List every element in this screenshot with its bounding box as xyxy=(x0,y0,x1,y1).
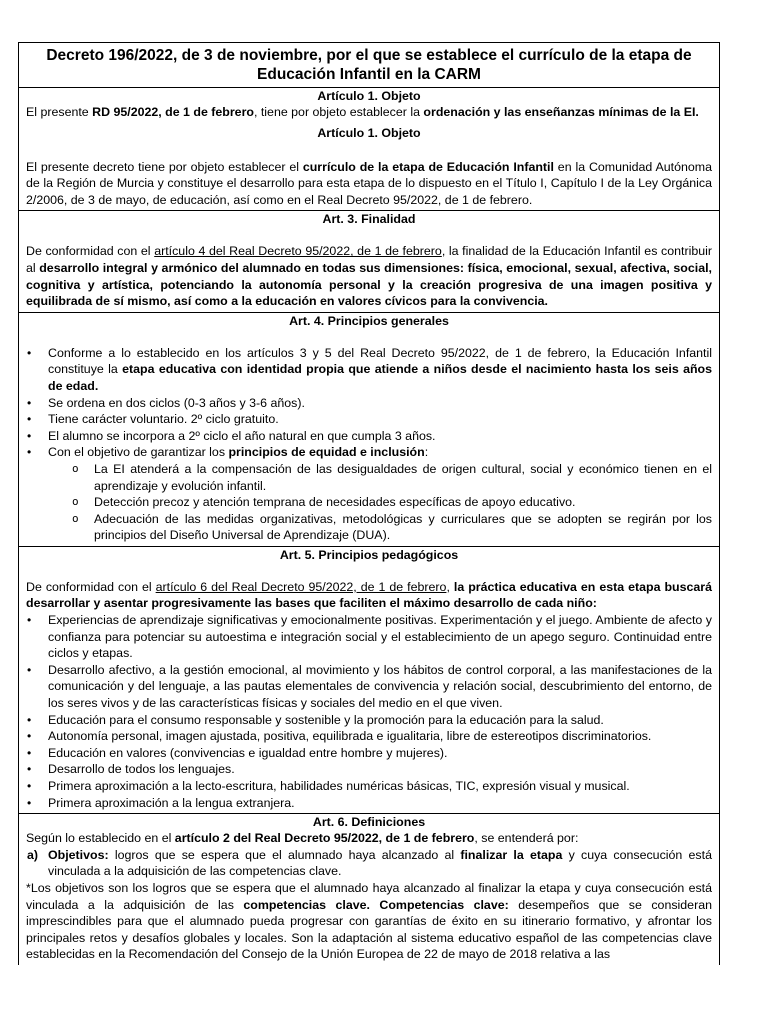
list-item: • Experiencias de aprendizaje significativas y emocionalmente positivas. Experimentación y el juego. Ambiente de afecto y confianza para potenciar su autoestima e integración social y el establecimiento de un apego seguro. Continuidad entre ciclos y etapas. xyxy=(26,612,712,662)
section-heading: Art. 4. Principios generales xyxy=(289,313,449,328)
section-heading: Art. 5. Principios pedagógicos xyxy=(279,547,459,562)
list-item: • Primera aproximación a la lecto-escritura, habilidades numéricas básicas, TIC, expresión visual y musical. xyxy=(26,778,712,795)
list-item: • El alumno se incorpora a 2º ciclo el año natural en que cumpla 3 años. xyxy=(26,428,712,445)
list-item: • Con el objetivo de garantizar los principios de equidad e inclusión: xyxy=(26,444,712,461)
decree-summary-table xyxy=(18,42,720,965)
sub-list-item: o Detección precoz y atención temprana de necesidades específicas de apoyo educativo. xyxy=(72,494,712,511)
document-title: Decreto 196/2022, de 3 de noviembre, por el que se establece el currículo de la etapa de Educación Infantil en la CARM xyxy=(46,47,692,83)
sub-list-item: o La EI atenderá a la compensación de las desigualdades de origen cultural, social y económico tienen en el aprendizaje y evolución infantil. xyxy=(72,461,712,494)
section-heading: Artículo 1. Objeto xyxy=(317,89,421,103)
list-item: • Primera aproximación a la lengua extranjera. xyxy=(26,795,712,812)
section-heading: Art. 3. Finalidad xyxy=(322,212,416,227)
pedagogical-list xyxy=(26,612,712,811)
list-item: • Desarrollo de todos los lenguajes. xyxy=(26,761,712,778)
list-item: • Conforme a lo establecido en los artículos 3 y 5 del Real Decreto 95/2022, de 1 de febrero, la Educación Infantil constituye la etapa educativa con identidad propia que atiende a niños desde el nacimiento hasta los seis años de edad. xyxy=(26,345,712,395)
list-item: • Tiene carácter voluntario. 2º ciclo gratuito. xyxy=(26,411,712,428)
list-item: • Se ordena en dos ciclos (0-3 años y 3-6 años). xyxy=(26,395,712,412)
section-heading: Artículo 1. Objeto xyxy=(317,125,421,140)
list-item: a) Objetivos: logros que se espera que el alumnado haya alcanzado al finalizar la etapa y cuya consecución está vinculada a la adquisición de las competencias clave. xyxy=(27,847,712,879)
section-article-4 xyxy=(19,313,719,547)
section-heading: Art. 6. Definiciones xyxy=(312,815,426,830)
section-article-3 xyxy=(19,211,719,312)
section-article-5 xyxy=(19,547,719,814)
list-item: • Educación para el consumo responsable y sostenible y la promoción para la educación para la salud. xyxy=(26,712,712,729)
paragraph-nota-competencias: *Los objetivos son los logros que se espera que el alumnado haya alcanzado al finalizar la etapa y cuya consecución está vinculada a la adquisición de las competencias clave. Competencias clave: desempeños que se consideran imprescindibles para que el alumnado pueda progresar con garantías de éxito en su itinerario formativo, y afrontar los principales retos y desafíos globales y locales. Son la adaptación al sistema educativo español de las competencias clave establecidas en la Recomendación del Consejo de la Unión Europea de 22 de mayo de 2018 relativa a las xyxy=(26,880,712,962)
equity-sublist xyxy=(26,461,712,544)
paragraph-rd-objeto: El presente RD 95/2022, de 1 de febrero, tiene por objeto establecer la ordenación y las enseñanzas mínimas de la EI. xyxy=(26,105,699,119)
paragraph-definiciones-intro: Según lo establecido en el artículo 2 del Real Decreto 95/2022, de 1 de febrero, se entenderá por: xyxy=(26,831,579,846)
paragraph-finalidad: De conformidad con el artículo 4 del Real Decreto 95/2022, de 1 de febrero, la finalidad de la Educación Infantil es contribuir al desarrollo integral y armónico del alumnado en todas sus dimensiones: física, emocional, sexual, afectiva, social, cognitiva y artística, potenciando la autonomía personal y la creación progresiva de una imagen positiva y equilibrada de sí mismo, así como a la educación en valores cívicos para la convivencia. xyxy=(26,244,712,309)
paragraph-principios-pedagogicos: De conformidad con el artículo 6 del Real Decreto 95/2022, de 1 de febrero, la práctica educativa en esta etapa buscará desarrollar y asentar progresivamente las bases que faciliten el máximo desarrollo de cada niño: xyxy=(26,579,713,611)
list-item: • Autonomía personal, imagen ajustada, positiva, equilibrada e igualitaria, libre de estereotipos discriminatorios. xyxy=(26,728,712,745)
list-item: • Educación en valores (convivencias e igualdad entre hombre y mujeres). xyxy=(26,745,712,762)
principles-list xyxy=(26,345,712,461)
section-article-6 xyxy=(19,814,719,965)
list-item: • Desarrollo afectivo, a la gestión emocional, al movimiento y los hábitos de control corporal, a las manifestaciones de la comunicación y del lenguaje, a las pautas elementales de convivencia y relación social, descubrimiento del entorno, de los seres vivos y de las características físicas y sociales del medio en el que viven. xyxy=(26,662,712,712)
sub-list-item: o Adecuación de las medidas organizativas, metodológicas y curriculares que se adopten se regirán por los principios del Diseño Universal de Aprendizaje (DUA). xyxy=(72,511,712,544)
definitions-list xyxy=(26,847,712,880)
title-row xyxy=(19,43,719,88)
section-article-1 xyxy=(19,88,719,211)
paragraph-decreto-objeto: El presente decreto tiene por objeto establecer el currículo de la etapa de Educación Infantil en la Comunidad Autónoma de la Región de Murcia y constituye el desarrollo para esta etapa de lo dispuesto en el Título I, Capítulo I de la Ley Orgánica 2/2006, de 3 de mayo, de educación, así como en el Real Decreto 95/2022, de 1 de febrero. xyxy=(26,159,712,207)
